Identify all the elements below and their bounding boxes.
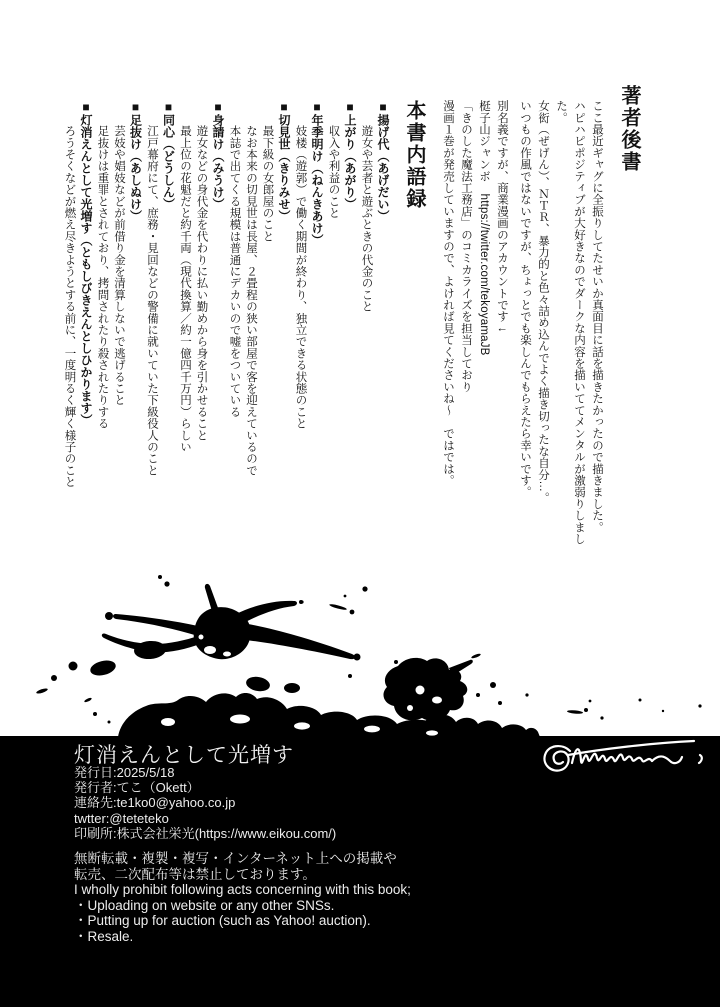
glossary-term: ■揚げ代（あげだい） — [376, 100, 390, 222]
glossary-desc: 最下級の女郎屋のこと — [261, 125, 274, 242]
glossary-desc: 妓楼（遊郭）で働く期間が終わり、独立できる状態のこと — [294, 125, 307, 430]
glossary-desc: 江戸幕府にて、庶務・見回などの警備に就いていた下級役人のこと — [146, 125, 158, 476]
glossary-term: ■上がり（あがり） — [343, 100, 357, 210]
notice-en-line: ・Putting up for auction (such as Yahoo! auction). — [74, 913, 371, 929]
signature-teteteko — [532, 733, 712, 781]
notice-en-line: ・Resale. — [74, 928, 134, 944]
vertical-text-block — [61, 85, 642, 567]
afterword-line: いつもの作風ではないですが、ちょっとでも楽しんでもらえたら幸いです。 — [519, 100, 531, 498]
notice-en-line: I wholly prohibit following acts concerning with this book; — [74, 882, 411, 898]
afterword-line: 漫画１巻が発売していますので、よければ見てくださいね～ ではでは。 — [442, 100, 454, 487]
afterword-line: 「きのした魔法工務店」のコミカライズを担当しており — [460, 100, 472, 393]
glossary-desc: ろうそくなどが燃え尽きようとする前に、一度明るく輝く様子のこと — [63, 125, 76, 488]
left-arrow: ← — [496, 322, 508, 335]
glossary-desc: 収入や利益のこと — [327, 125, 340, 219]
glossary-desc: 最上位の花魁だと約千両（現代換算／約一億四千万円）らしい — [179, 125, 191, 453]
glossary-term: ■切見世（きりみせ） — [277, 100, 291, 222]
afterword-line: ハピハピポジティブが大好きなのでダークな内容を描いててメンタルが激弱りしました。 — [555, 100, 585, 545]
glossary-term: ■足抜け（あしぬけ） — [128, 100, 143, 222]
colophon — [0, 736, 720, 1007]
ink-splatter — [0, 552, 720, 737]
glossary-desc: 遊女や芸者と遊ぶときの代金のこと — [360, 125, 373, 313]
glossary-desc: 芸妓や娼妓などが前借り金を清算しないで逃げること — [113, 125, 125, 406]
contact-email: 連絡先:te1ko0@yahoo.co.jp — [74, 795, 236, 811]
afterword-line: 女衒（ぜげん）、ＮＴＲ、暴力的と色々詰め込んでよく描き切ったな自分…。 — [537, 100, 549, 504]
glossary-term: ■身請け（みうけ） — [211, 100, 225, 210]
afterword-line-twitter-url: 梃子山ジャンボ https://twitter.com/tekoyamaJB — [478, 100, 490, 356]
book-title: 灯消えんとして光増す — [74, 744, 294, 767]
glossary-desc: 遊女などの身代金を代わりに払い勤めから身を引かせること — [195, 125, 208, 441]
glossary-term: ■同心（どうしん） — [161, 100, 176, 210]
publication-date: 発行日:2025/5/18 — [74, 765, 175, 780]
publisher: 発行者:てこ（Okett） — [74, 780, 200, 796]
prohibition-notice — [74, 851, 411, 945]
notice-en-line: ・Uploading on website or any other SNSs. — [74, 897, 335, 913]
notice-ja-line: 無断転載・複製・複写・インターネット上への掲載や — [74, 851, 397, 866]
glossary-term: ■灯消えんとして光増す（ともしびきえんとしひかります） — [79, 100, 93, 426]
twitter-handle: twtter:@teteteko — [74, 810, 169, 826]
glossary-desc: 足抜けは重罪とされており、拷問されたり殺されたりする — [96, 125, 109, 430]
glossary-term: ■年季明け（ねんきあけ） — [310, 100, 324, 246]
account-note-text: 別名義ですが、商業漫画のアカウントです — [496, 100, 508, 323]
printer: 印刷所:株式会社栄光(https://www.eikou.com/) — [74, 825, 337, 841]
afterword-heading: 著者後書 — [618, 85, 640, 173]
afterword-line-account-note — [493, 85, 511, 567]
publication-meta — [74, 765, 336, 841]
notice-ja-line: 転売、二次配布等は禁止しております。 — [74, 866, 316, 882]
glossary-desc: 本誌で出てくる規模は普通にデカいので嘘をついている — [228, 125, 241, 418]
afterword-line: ここ最近ギャグに全振りしてたせいか真面目に話を描きたかったので描きました。 — [591, 100, 603, 533]
glossary-desc: なお本来の切見世は長屋、２畳程の狭い部屋で客を迎えているので — [245, 125, 257, 476]
glossary-heading: 本書内語録 — [403, 100, 425, 210]
